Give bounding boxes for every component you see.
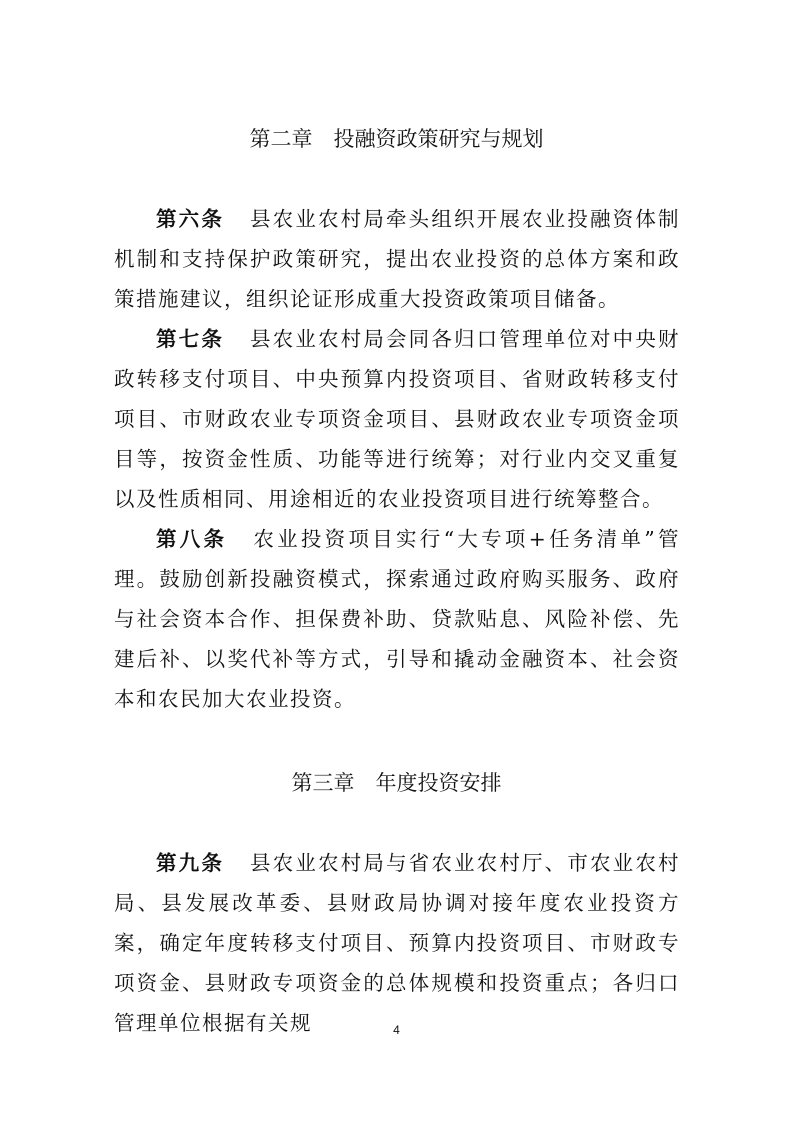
- article-7-text: 县农业农村局会同各归口管理单位对中央财政转移支付项目、中央预算内投资项目、省财政转移支付项目、市财政农业专项资金项目、县财政农业专项资金项目等，按资金性质、功能等进行统筹；对行业内交叉重复以及性质相同、用途相近的农业投资项目进行统筹整合。: [114, 327, 680, 511]
- article-9-label: 第九条: [156, 851, 224, 875]
- article-9: [114, 843, 680, 1043]
- chapter-2-title: 第二章 投融资政策研究与规划: [249, 127, 544, 151]
- page-number: 4: [393, 1023, 400, 1037]
- article-6-label: 第六条: [156, 207, 224, 231]
- article-8: [114, 519, 680, 719]
- article-6: [114, 199, 680, 319]
- article-9-text: 县农业农村局与省农业农村厅、市农业农村局、县发展改革委、县财政局协调对接年度农业投资方案，确定年度转移支付项目、预算内投资项目、市财政专项资金、县财政专项资金的总体规模和投资重点；各归口管理单位根据有关规: [114, 851, 680, 1035]
- article-7-label: 第七条: [156, 327, 224, 351]
- article-7: [114, 319, 680, 519]
- chapter-3-title: 第三章 年度投资安排: [291, 771, 502, 795]
- article-8-text: 农业投资项目实行“大专项+任务清单”管理。鼓励创新投融资模式，探索通过政府购买服务、政府与社会资本合作、担保费补助、贷款贴息、风险补偿、先建后补、以奖代补等方式，引导和撬动金融资本、社会资本和农民加大农业投资。: [114, 527, 681, 711]
- article-8-label: 第八条: [156, 527, 228, 551]
- article-6-text: 县农业农村局牵头组织开展农业投融资体制机制和支持保护政策研究，提出农业投资的总体方案和政策措施建议，组织论证形成重大投资政策项目储备。: [114, 207, 680, 311]
